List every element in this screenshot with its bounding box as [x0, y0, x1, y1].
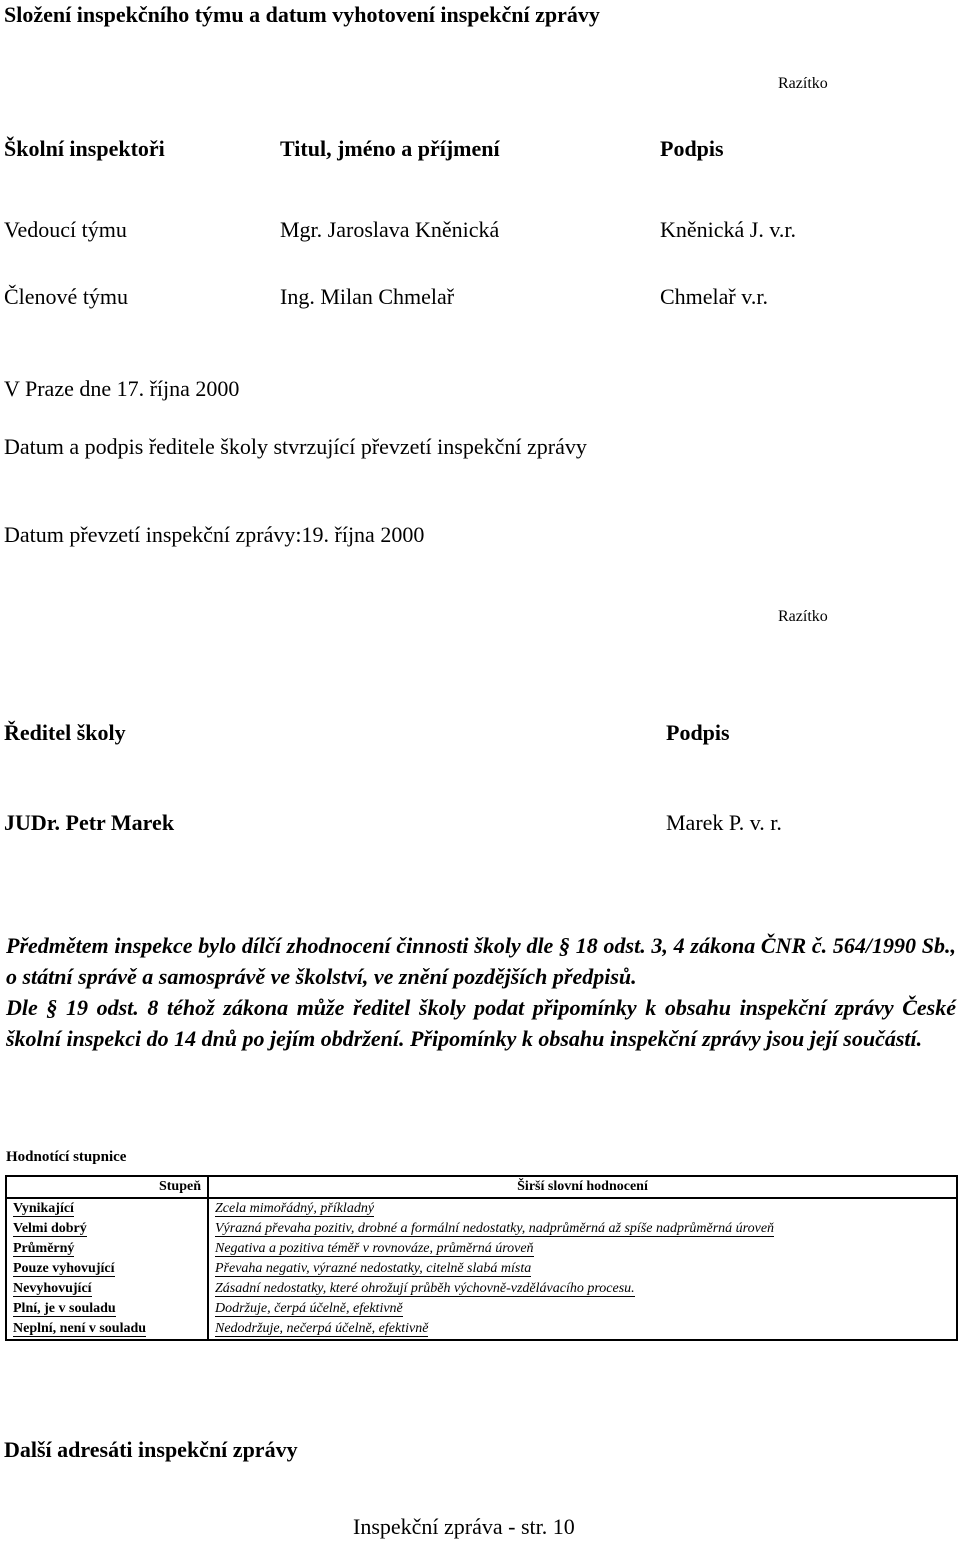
description-text: Nedodržuje, nečerpá účelně, efektivně: [215, 1321, 429, 1336]
table-header-row: [6, 1176, 957, 1198]
grade-cell: [6, 1239, 208, 1259]
team-row-signature: Kněnická J. v.r.: [660, 217, 797, 242]
column-header-grade: Stupeň: [6, 1176, 208, 1198]
description-cell: [208, 1219, 957, 1239]
table-row: [6, 1239, 957, 1259]
scale-title: Hodnotící stupnice: [6, 1149, 127, 1165]
director-section-title: Datum a podpis ředitele školy stvrzující převzetí inspekční zprávy: [4, 434, 587, 459]
description-cell: [208, 1239, 957, 1259]
grade-cell: [6, 1219, 208, 1239]
table-row: [6, 1299, 957, 1319]
table-row: [6, 1319, 957, 1340]
table-row: [6, 1198, 957, 1219]
director-signature-label: Podpis: [666, 720, 730, 745]
description-text: Výrazná převaha pozitiv, drobné a formální nedostatky, nadprůměrná až spíše nadprůměrná úroveň: [215, 1221, 775, 1236]
page-footer: Inspekční zpráva - str. 10: [353, 1514, 575, 1539]
stamp-label: Razítko: [778, 608, 828, 625]
grade-label: Velmi dobrý: [13, 1221, 87, 1236]
legal-note-paragraph: Dle § 19 odst. 8 téhož zákona může ředitel školy podat připomínky k obsahu inspekční zprávy České školní inspekci do 14 dnů po jejím obdržení. Připomínky k obsahu inspekční zprávy jsou její součástí.: [6, 995, 956, 1051]
grade-cell: [6, 1259, 208, 1279]
team-row-role: Vedoucí týmu: [4, 217, 127, 242]
table-row: [6, 1219, 957, 1239]
grade-label: Nevyhovující: [13, 1281, 92, 1296]
description-cell: [208, 1279, 957, 1299]
team-row-name: Ing. Milan Chmelař: [280, 284, 455, 309]
rating-scale-table: [5, 1175, 958, 1341]
team-header-role: Školní inspektoři: [4, 136, 165, 161]
addressees-title: Další adresáti inspekční zprávy: [4, 1437, 298, 1462]
receipt-date: Datum převzetí inspekční zprávy:19. října 2000: [4, 522, 425, 547]
description-text: Zásadní nedostatky, které ohrožují průběh výchovně-vzdělávacího procesu.: [215, 1281, 635, 1296]
grade-cell: [6, 1319, 208, 1340]
place-date: V Praze dne 17. října 2000: [4, 376, 240, 401]
director-label: Ředitel školy: [4, 720, 126, 745]
grade-label: Neplní, není v souladu: [13, 1321, 147, 1336]
description-text: Převaha negativ, výrazné nedostatky, citelně slabá místa: [215, 1261, 532, 1276]
director-name: JUDr. Petr Marek: [4, 810, 175, 835]
description-cell: [208, 1198, 957, 1219]
column-header-description: Širší slovní hodnocení: [208, 1176, 957, 1198]
team-row-name: Mgr. Jaroslava Kněnická: [280, 217, 500, 242]
grade-label: Vynikající: [13, 1201, 74, 1216]
director-signature: Marek P. v. r.: [666, 810, 782, 835]
grade-cell: [6, 1198, 208, 1219]
grade-label: Pouze vyhovující: [13, 1261, 115, 1276]
grade-cell: [6, 1279, 208, 1299]
table-row: [6, 1259, 957, 1279]
team-row-role: Členové týmu: [4, 284, 129, 309]
description-cell: [208, 1299, 957, 1319]
legal-note-paragraph: Předmětem inspekce bylo dílčí zhodnocení činnosti školy dle § 18 odst. 3, 4 zákona ČNR č. 564/1990 Sb., o státní správě a samosprávě ve školství, ve znění pozdějších předpisů.: [6, 933, 956, 989]
table-row: [6, 1279, 957, 1299]
description-cell: [208, 1259, 957, 1279]
description-text: Dodržuje, čerpá účelně, efektivně: [215, 1301, 403, 1316]
legal-note: [6, 930, 956, 1054]
team-row-signature: Chmelař v.r.: [660, 284, 768, 309]
team-header-name: Titul, jméno a příjmení: [280, 136, 500, 161]
grade-cell: [6, 1299, 208, 1319]
section-title: Složení inspekčního týmu a datum vyhotovení inspekční zprávy: [4, 2, 600, 27]
stamp-label: Razítko: [778, 75, 828, 92]
grade-label: Plní, je v souladu: [13, 1301, 116, 1316]
team-header-signature: Podpis: [660, 136, 724, 161]
description-text: Zcela mimořádný, příkladný: [215, 1201, 375, 1216]
description-text: Negativa a pozitiva téměř v rovnováze, průměrná úroveň: [215, 1241, 534, 1256]
grade-label: Průměrný: [13, 1241, 75, 1256]
description-cell: [208, 1319, 957, 1340]
